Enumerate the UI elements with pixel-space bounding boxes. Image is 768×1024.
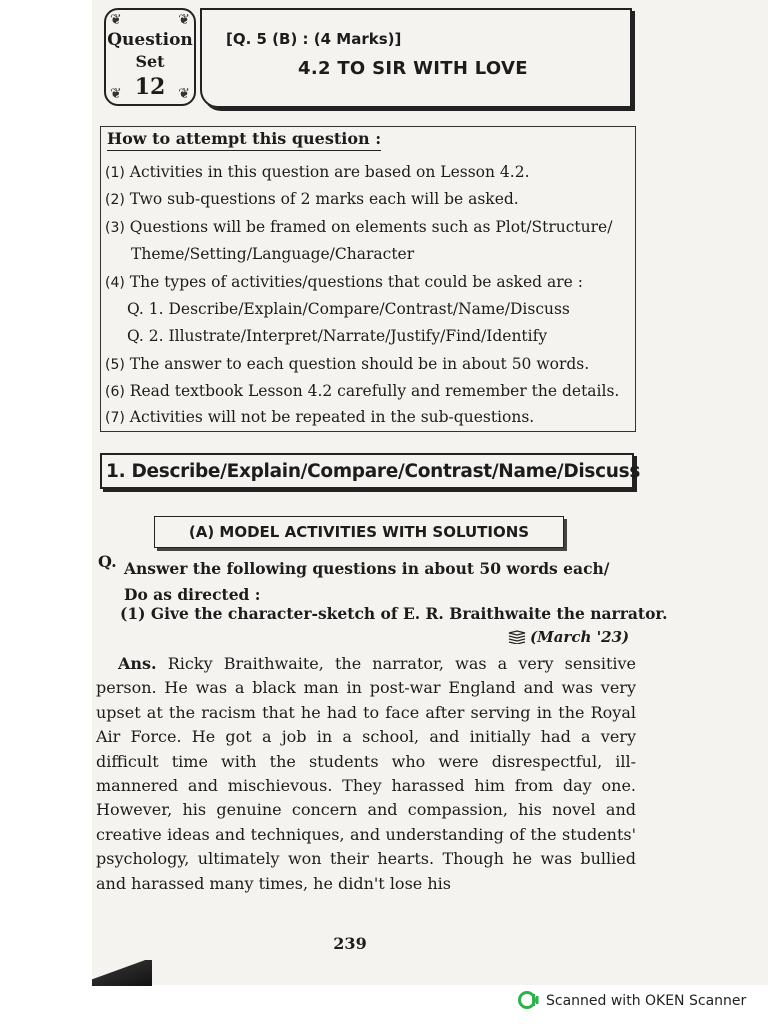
scanner-label: Scanned with OKEN Scanner [546, 993, 747, 1009]
subsection-heading-box [154, 516, 564, 548]
flourish-ornament-icon: ❦ [110, 86, 122, 102]
question-label: Q. [98, 552, 117, 571]
answer-text: Ricky Braithwaite, the narrator, was a very sensitive person. He was a black man in post-war England and was very upset at the racism that he had to face after serving in the Royal Air Force. He got a job in a school, and initially had a very difficult time with the students who were disrespectful, ill-mannered and mischievous. They harassed him from day one. However, his genuine concern and compassion, his novel and creative ideas and techniques, and understanding of the students' psychology, ultimately won their hearts. Though he was bullied and harassed many times, he didn't lose his [96, 654, 637, 893]
question-set-sublabel: Set [135, 52, 165, 71]
section-title: 1. Describe/Explain/Compare/Contrast/Name/Discuss [106, 461, 641, 482]
scanner-watermark [518, 990, 746, 1010]
answer-label: Ans. [118, 654, 157, 673]
flourish-ornament-icon: ❦ [110, 12, 122, 28]
book-stack-icon [508, 630, 526, 644]
question-set-number: 12 [134, 74, 166, 100]
instruction-item: (7) Activities will not be repeated in the sub-questions. [105, 408, 535, 426]
question-set-label: Question [107, 30, 193, 50]
instruction-item: (1) Activities in this question are based on Lesson 4.2. [105, 163, 530, 181]
lesson-title: 4.2 TO SIR WITH LOVE [298, 58, 528, 79]
sub-question-text: Give the character-sketch of E. R. Braithwaite the narrator. [150, 604, 668, 623]
exam-tag-text: (March '23) [530, 628, 630, 646]
flourish-ornament-icon: ❦ [178, 12, 190, 28]
instructions-heading: How to attempt this question : [107, 129, 381, 151]
section-heading-box [100, 453, 641, 489]
instruction-item: (3) Questions will be framed on elements such as Plot/Structure/ [105, 218, 613, 236]
sub-question [120, 604, 668, 623]
flourish-ornament-icon: ❦ [178, 86, 190, 102]
question-reference: [Q. 5 (B) : (4 Marks)] [226, 30, 402, 48]
page-number: 239 [333, 934, 367, 953]
instruction-item-continued: Theme/Setting/Language/Character [131, 245, 415, 263]
instruction-subitem: Q. 1. Describe/Explain/Compare/Contrast/Name/Discuss [127, 300, 570, 318]
sub-question-number: (1) [120, 604, 146, 623]
subsection-title: (A) MODEL ACTIVITIES WITH SOLUTIONS [188, 523, 530, 541]
instruction-item: (5) The answer to each question should be in about 50 words. [105, 355, 590, 373]
lesson-header [200, 8, 632, 108]
oken-scanner-icon [518, 990, 540, 1010]
answer-paragraph [96, 652, 636, 896]
instruction-item: (6) Read textbook Lesson 4.2 carefully and remember the details. [105, 382, 620, 400]
instruction-item: (4) The types of activities/questions that could be asked are : [105, 273, 583, 291]
instruction-item: (2) Two sub-questions of 2 marks each will be asked. [105, 190, 519, 208]
instructions-box [100, 126, 636, 432]
question-set-badge [104, 8, 196, 106]
page-edge-shadow [92, 960, 152, 986]
instruction-subitem: Q. 2. Illustrate/Interpret/Narrate/Justify/Find/Identify [127, 327, 548, 345]
question-text: Answer the following questions in about 50 words each/ Do as directed : [124, 559, 610, 604]
exam-tag [508, 628, 629, 646]
